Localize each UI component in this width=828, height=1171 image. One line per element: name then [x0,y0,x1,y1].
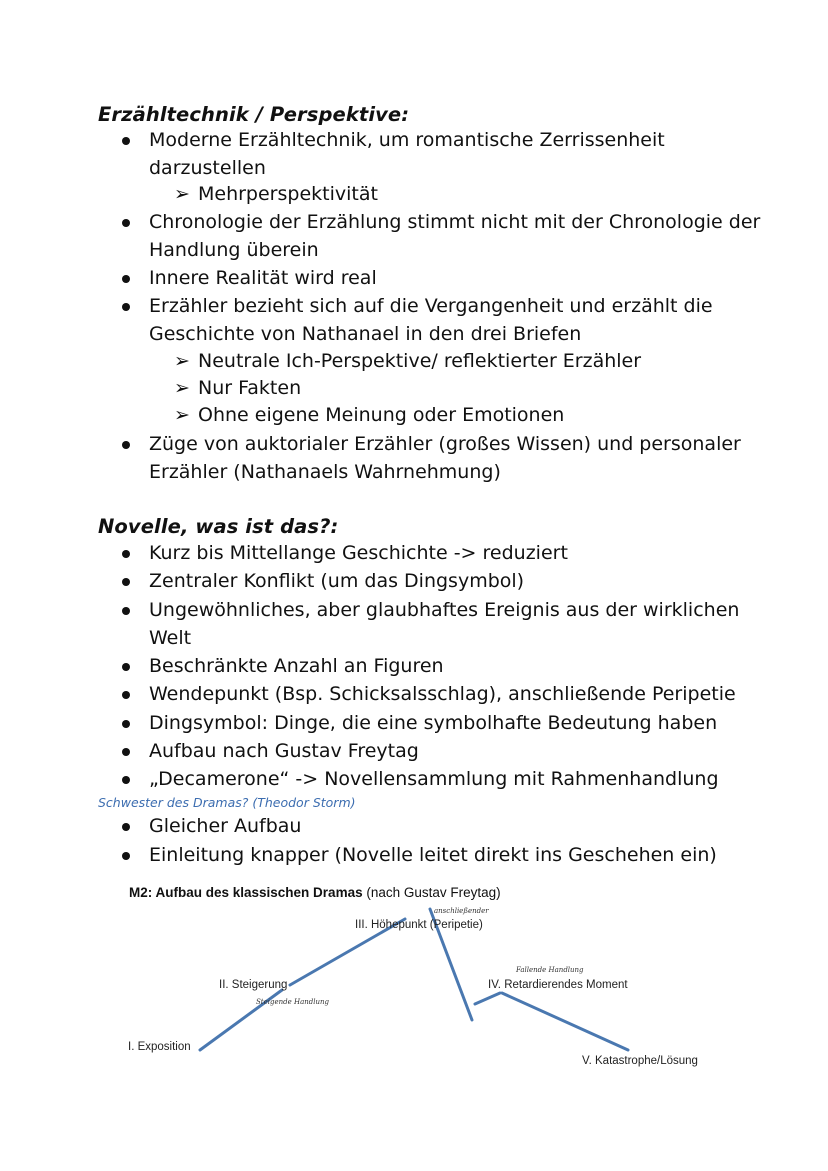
label-exposition: I. Exposition [128,1041,191,1053]
list-item-text: Chronologie der Erzählung stimmt nicht mit der Chronologie der [149,211,761,233]
falling-line-long [502,993,628,1050]
list-item-text: Gleicher Aufbau [149,815,302,837]
list-item-text: Züge von auktorialer Erzähler (großes Wissen) und personaler [149,433,741,455]
sub-list-item: ➢ Mehrperspektivität [174,181,378,209]
list-item-text: „Decamerone“ -> Novellensammlung mit Rahmenhandlung [149,768,719,790]
list-item-text: Aufbau nach Gustav Freytag [149,740,419,762]
list-item-text: Dingsymbol: Dinge, die eine symbolhafte Bedeutung haben [149,712,718,734]
list-item-text: Innere Realität wird real [149,267,377,289]
list-item-text: Kurz bis Mittellange Geschichte -> reduziert [149,542,568,564]
label-steigerung: II. Steigerung [219,979,288,991]
sub-list-item: ➢ Neutrale Ich-Perspektive/ reflektierter Erzähler [174,348,641,376]
sub-list-item: ➢ Nur Fakten [174,375,301,403]
label-katastrophe: V. Katastrophe/Lösung [582,1055,698,1067]
list-item-text: Ungewöhnliches, aber glaubhaftes Ereignis aus der wirklichen [149,599,740,621]
list-item-text: Beschränkte Anzahl an Figuren [149,655,444,677]
list-item-text: Einleitung knapper (Novelle leitet direkt ins Geschehen ein) [149,844,717,866]
list-item-text: Erzähler bezieht sich auf die Vergangenheit und erzählt die [149,295,713,317]
diagram-title-bold: M2: Aufbau des klassischen Dramas [129,885,363,900]
list-item-text: Welt [149,626,192,649]
list-item-text: darzustellen [149,156,266,179]
list-item-text: Wendepunkt (Bsp. Schicksalsschlag), anschließende Peripetie [149,683,736,705]
list-item-text: Zentraler Konflikt (um das Dingsymbol) [149,570,525,592]
sub-list-item: ➢ Ohne eigene Meinung oder Emotionen [174,402,564,430]
label-retardierendes-moment: IV. Retardierendes Moment [488,979,628,991]
section-heading-erzaehltechnik: Erzähltechnik / Perspektive: [98,103,410,126]
handwritten-anschliessend: anschließender [434,907,489,915]
annotation-note: Schwester des Dramas? (Theodor Storm) [98,795,356,810]
falling-line-short [475,993,500,1004]
list-item-text: Moderne Erzähltechnik, um romantische Zerrissenheit [149,129,665,151]
arrow-bullet-icon: ➢ [174,350,190,372]
handwritten-fallende-handlung: Fallende Handlung [516,966,584,974]
arrow-bullet-icon: ➢ [174,377,190,399]
list-item-text: Geschichte von Nathanael in den drei Briefen [149,322,582,345]
list-item-text: Handlung überein [149,238,319,261]
diagram-title-rest: (nach Gustav Freytag) [362,885,501,900]
arrow-bullet-icon: ➢ [174,404,190,426]
list-item-text: Erzähler (Nathanaels Wahrnehmung) [149,460,501,483]
section-heading-novelle: Novelle, was ist das?: [98,515,339,538]
label-hoehepunkt: III. Höhepunkt (Peripetie) [355,919,483,931]
arrow-bullet-icon: ➢ [174,183,190,205]
handwritten-steigende-handlung: Steigende Handlung [256,998,329,1006]
